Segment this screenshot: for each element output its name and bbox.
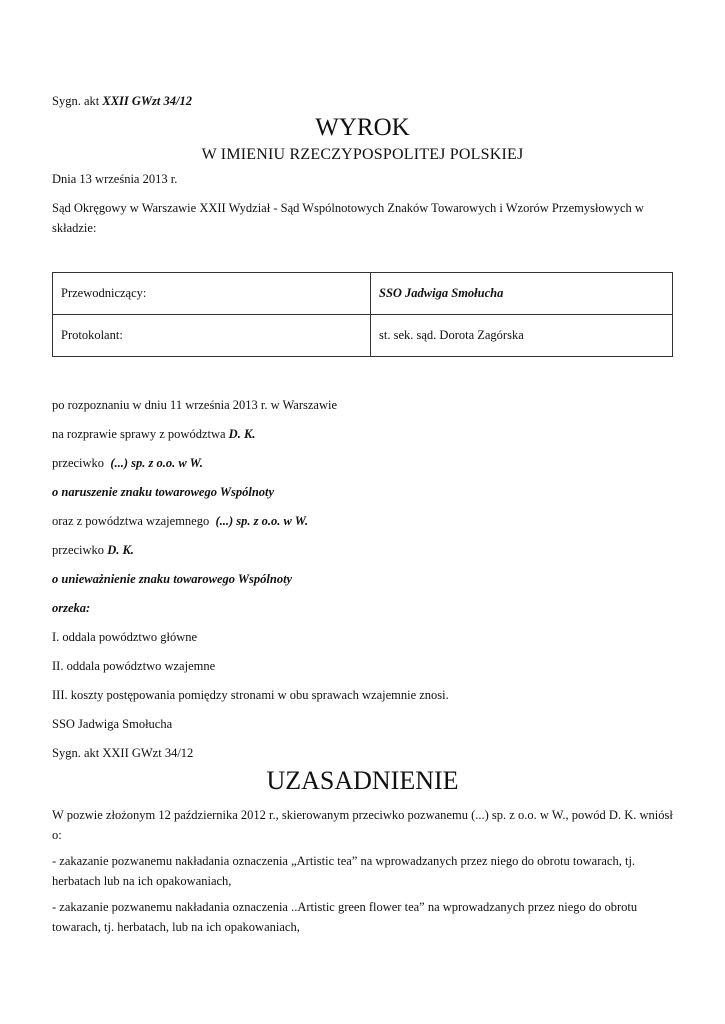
case-number-prefix: Sygn. akt (52, 94, 100, 108)
defendant-line (52, 456, 203, 471)
defendant-party: (...) sp. z o.o. w W. (110, 456, 203, 470)
counterclaim-defendant-line (52, 543, 134, 558)
subject-main-claim: o naruszenie znaku towarowego Wspólnoty (52, 485, 275, 499)
case-number: XXII GWzt 34/12 (102, 94, 192, 108)
justification-title: UZASADNIENIE (266, 766, 459, 795)
counterclaim-defendant-prefix: przeciwko (52, 543, 105, 557)
ruling-heading: orzeka: (52, 601, 91, 615)
judge-signature: SSO Jadwiga Smołucha (52, 717, 173, 731)
panel-person-presiding: SSO Jadwiga Smołucha (371, 273, 673, 315)
counterclaim-line (52, 514, 308, 529)
ruling-item-3: III. koszty postępowania pomiędzy stronami w obu sprawach wzajemnie znosi. (52, 688, 449, 702)
justification-paragraph: - zakazanie pozwanemu nakładania oznaczenia „Artistic tea” na wprowadzanych przez niego do obrotu towarach, tj. herbatach lub na ich opakowaniach, (52, 854, 636, 888)
claimant-party: D. K. (228, 427, 256, 441)
claimant-line (52, 427, 255, 442)
table-row (53, 315, 673, 357)
ruling-item-2: II. oddala powództwo wzajemne (52, 659, 216, 673)
court-composition-intro: Sąd Okręgowy w Warszawie XXII Wydział - Sąd Wspólnotowych Znaków Towarowych i Wzorów Przemysłowych w składzie: (52, 201, 644, 235)
defendant-prefix: przeciwko (52, 456, 105, 470)
proceedings-line: po rozpoznaniu w dniu 11 września 2013 r. w Warszawie (52, 398, 338, 412)
subject-counterclaim: o unieważnienie znaku towarowego Wspólnoty (52, 572, 293, 586)
claimant-prefix: na rozprawie sprawy z powództwa (52, 427, 226, 441)
court-panel-table (52, 272, 673, 357)
panel-person-clerk: st. sek. sąd. Dorota Zagórska (371, 315, 673, 357)
case-number-repeat: Sygn. akt XXII GWzt 34/12 (52, 746, 194, 760)
judgment-date: Dnia 13 września 2013 r. (52, 172, 178, 186)
counterclaim-party: (...) sp. z o.o. w W. (215, 514, 309, 528)
panel-role-clerk: Protokolant: (53, 315, 371, 357)
justification-paragraph: - zakazanie pozwanemu nakładania oznaczenia ..Artistic green flower tea” na wprowadzanych przez niego do obrotu towarach, tj. herbatach, lub na ich opakowaniach, (52, 900, 638, 934)
ruling-item-1: I. oddala powództwo główne (52, 630, 198, 644)
document-title: WYROK (315, 114, 410, 141)
counterclaim-defendant-party: D. K. (107, 543, 134, 557)
counterclaim-prefix: oraz z powództwa wzajemnego (52, 514, 210, 528)
justification-paragraph: W pozwie złożonym 12 października 2012 r., skierowanym przeciwko pozwanemu (...) sp. z o.o. w W., powód D. K. wniósł o: (52, 808, 673, 842)
panel-role-presiding: Przewodniczący: (53, 273, 371, 315)
table-row (53, 273, 673, 315)
case-number-header (52, 94, 192, 109)
document-subtitle: W IMIENIU RZECZYPOSPOLITEJ POLSKIEJ (201, 146, 524, 163)
